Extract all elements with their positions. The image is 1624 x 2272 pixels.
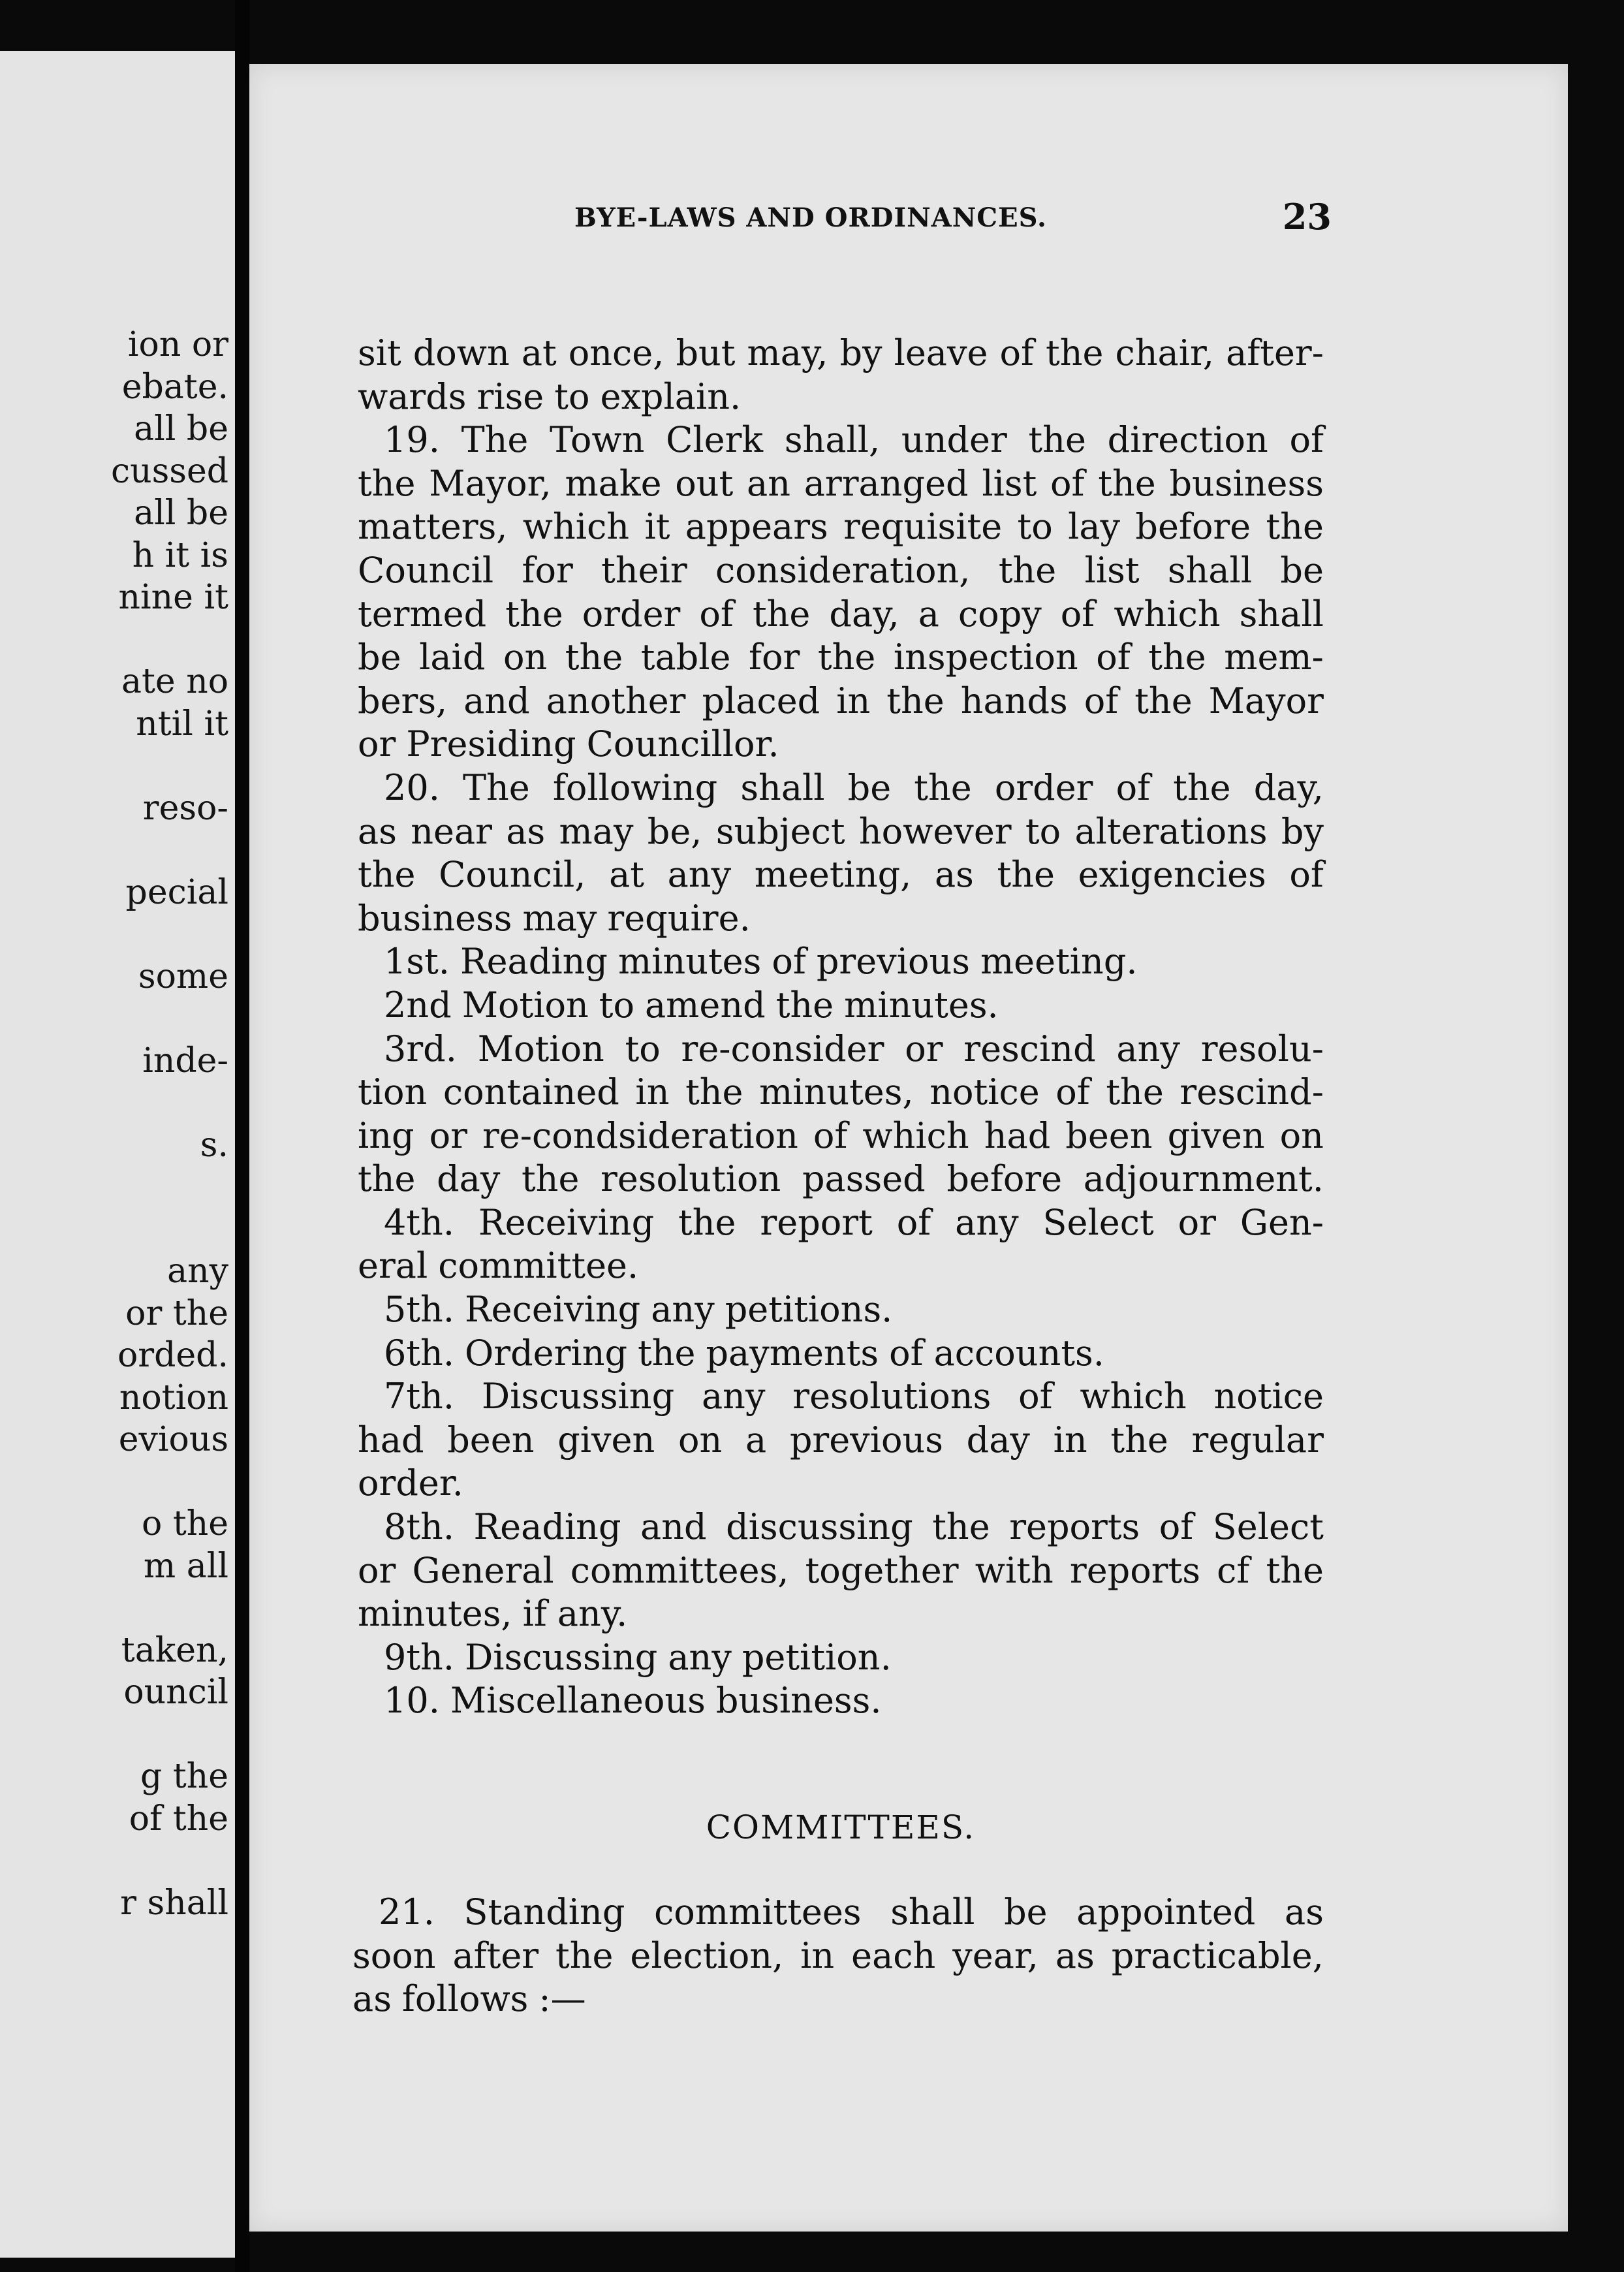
text-line: soon after the election, in each year, as practicable, [352, 1934, 1324, 1976]
left-page-line: o the [142, 1504, 228, 1543]
text-line: 1st. Reading minutes of previous meeting. [384, 941, 1138, 983]
left-page-line: reso- [142, 788, 228, 828]
text-line: had been given on a previous day in the regular [358, 1419, 1324, 1460]
left-page-line: any [167, 1252, 228, 1291]
text-line: as follows :— [352, 1978, 586, 2020]
body-text [358, 332, 1324, 1723]
text-line: 9th. Discussing any petition. [384, 1636, 892, 1678]
left-page-line: ate no [121, 662, 228, 701]
left-page-line: orded. [117, 1336, 228, 1375]
left-page-line: taken, [121, 1630, 228, 1670]
book-gutter [235, 0, 249, 2272]
facing-page-left [0, 51, 235, 2258]
left-page-line: ouncil [123, 1673, 228, 1712]
section-heading: COMMITTEES. [706, 1808, 976, 1846]
text-line: or General committees, together with reports cf the [358, 1549, 1324, 1591]
text-line: business may require. [358, 897, 751, 939]
left-page-line: ebate. [121, 367, 228, 407]
left-page-line: all be [134, 409, 228, 449]
text-line: 4th. Receiving the report of any Select or Gen- [384, 1201, 1324, 1243]
left-page-line: of the [129, 1799, 228, 1838]
text-line: the day the resolution passed before adjournment. [358, 1158, 1324, 1200]
left-page-line: m all [143, 1546, 228, 1586]
left-page-line: s. [200, 1125, 228, 1165]
left-page-line: pecial [125, 872, 228, 912]
page-number: 23 [1282, 196, 1332, 238]
text-line: ing or re-condsideration of which had been given on [358, 1114, 1324, 1156]
left-page-line: evious [118, 1420, 228, 1459]
left-page-line: some [138, 956, 228, 996]
text-line: bers, and another placed in the hands of the Mayor [358, 680, 1324, 721]
text-line: termed the order of the day, a copy of which shall [358, 593, 1324, 635]
text-line: eral committee. [358, 1245, 639, 1287]
text-line: matters, which it appears requisite to lay before the [358, 506, 1324, 548]
text-line: 7th. Discussing any resolutions of which notice [384, 1376, 1324, 1417]
left-page-line: ion or [127, 325, 228, 364]
left-page-line: ntil it [136, 704, 228, 744]
text-line: minutes, if any. [358, 1593, 628, 1635]
text-line: 21. Standing committees shall be appointed as [379, 1891, 1324, 1933]
text-line: 3rd. Motion to re-consider or rescind any resolu- [384, 1028, 1324, 1069]
left-page-line: nine it [118, 578, 228, 617]
text-line: tion contained in the minutes, notice of the rescind- [358, 1071, 1324, 1113]
text-line: sit down at once, but may, by leave of the chair, after- [358, 332, 1324, 373]
text-line: wards rise to explain. [358, 375, 742, 417]
text-line: or Presiding Councillor. [358, 723, 779, 765]
text-line: 20. The following shall be the order of the day, [384, 766, 1324, 808]
text-line: 8th. Reading and discussing the reports of Select [384, 1506, 1324, 1548]
text-line: 5th. Receiving any petitions. [384, 1289, 893, 1331]
text-line: the Council, at any meeting, as the exigencies of [358, 854, 1324, 896]
paragraph-21 [352, 1891, 1324, 2021]
text-line: the Mayor, make out an arranged list of the business [358, 462, 1324, 504]
left-page-line: h it is [132, 535, 228, 575]
left-page-line: g the [140, 1757, 228, 1796]
text-line: 19. The Town Clerk shall, under the direction of [384, 419, 1324, 461]
left-page-line: or the [125, 1293, 228, 1333]
text-line: be laid on the table for the inspection of the mem- [358, 637, 1324, 678]
text-line: 2nd Motion to amend the minutes. [384, 984, 999, 1026]
left-page-line: inde- [142, 1041, 228, 1081]
text-line: Council for their consideration, the list shall be [358, 549, 1324, 591]
left-page-line: cussed [110, 451, 228, 491]
left-page-line: all be [134, 494, 228, 533]
left-page-line: notion [119, 1378, 228, 1417]
text-line: as near as may be, subject however to alterations by [358, 810, 1324, 852]
text-line: 6th. Ordering the payments of accounts. [384, 1332, 1104, 1374]
running-head [326, 196, 1345, 242]
running-head-title: BYE-LAWS AND ORDINANCES. [574, 202, 1047, 233]
text-line: 10. Miscellaneous business. [384, 1680, 882, 1722]
text-line: order. [358, 1462, 463, 1504]
left-page-line: r shall [120, 1883, 228, 1923]
